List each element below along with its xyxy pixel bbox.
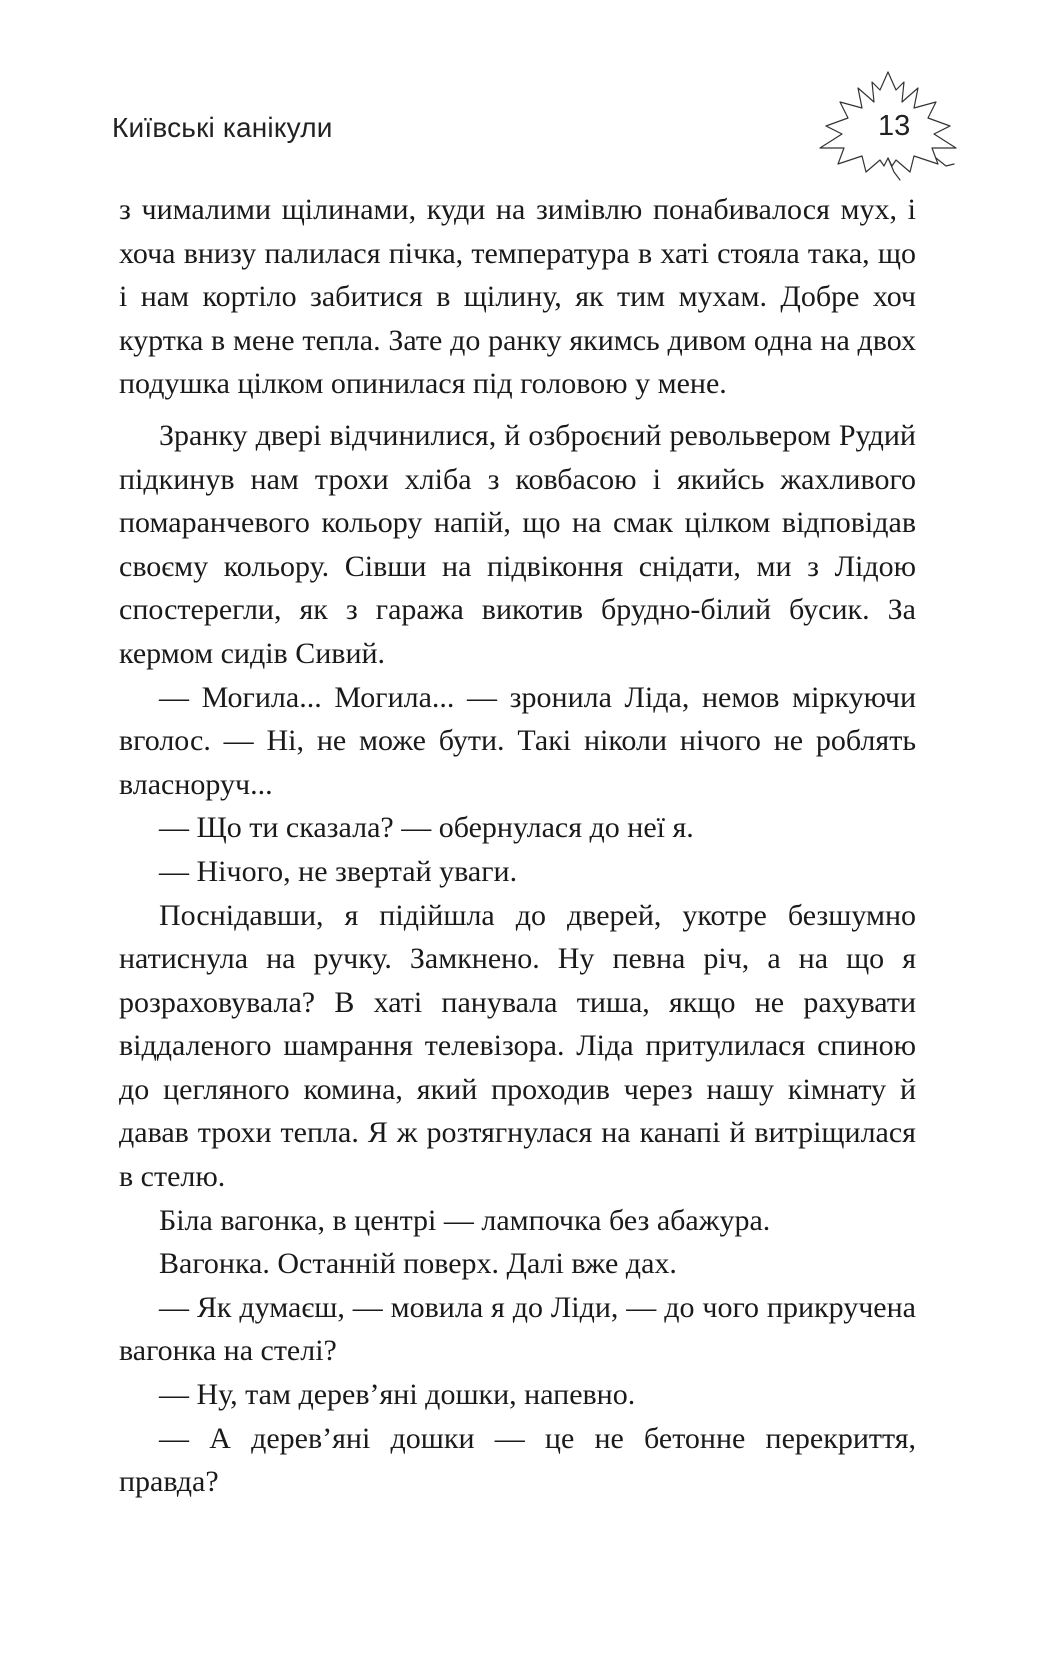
paragraph-2: Зранку двері відчинилися, й озброєний револьвером Рудий підкинув нам трохи хліба з ковбасою і якийсь жахливого помаранчевого кольору напій, що на смак цілком відповідав своєму кольору. Сівши на підвіконня снідати, ми з Лідою спостерегли, як з гаража викотив брудно-білий бусик. За кермом сидів Сивий. [119, 418, 916, 670]
paragraph-5: — Нічого, не звертай уваги. [159, 854, 518, 888]
running-header-title: Київські канікули [112, 112, 333, 143]
paragraph-9: — Як думаєш, — мовила я до Ліди, — до чого прикручена вагонка на стелі? [119, 1290, 916, 1368]
paragraph-3: — Могила... Могила... — зронила Ліда, немов міркуючи вголос. — Ні, не може бути. Такі ніколи нічого не роблять власноруч... [119, 680, 916, 801]
paragraph-1: з чималими щілинами, куди на зимівлю понабивалося мух, і хоча внизу палилася пічка, температура в хаті стояла така, що і нам кортіло забитися в щілину, як тим мухам. Добре хоч куртка в мене тепла. Зате до ранку якимсь дивом одна на двох подушка цілком опинилася під головою у мене. [119, 193, 916, 401]
paragraph-11: — А дерев’яні дошки — це не бетонне перекриття, правда? [119, 1421, 916, 1499]
page-number: 13 [878, 110, 911, 142]
paragraph-6: Поснідавши, я підійшла до дверей, укотре безшумно натиснула на ручку. Замкнено. Ну певна річ, а на що я розраховувала? В хаті панувала тиша, якщо не рахувати віддаленого шамрання телевізора. Ліда притулилася спиною до цегляного комина, який проходив через нашу кімнату й давав трохи тепла. Я ж розтягнулася на канапі й витріщилася в стелю. [119, 898, 916, 1194]
paragraph-8: Вагонка. Останній поверх. Далі вже дах. [159, 1247, 677, 1281]
paragraph-7: Біла вагонка, в центрі — лампочка без абажура. [159, 1203, 771, 1237]
paragraph-4: — Що ти сказала? — обернулася до неї я. [159, 811, 694, 845]
paragraph-10: — Ну, там дерев’яні дошки, напевно. [159, 1378, 636, 1412]
body-text [119, 188, 916, 1504]
